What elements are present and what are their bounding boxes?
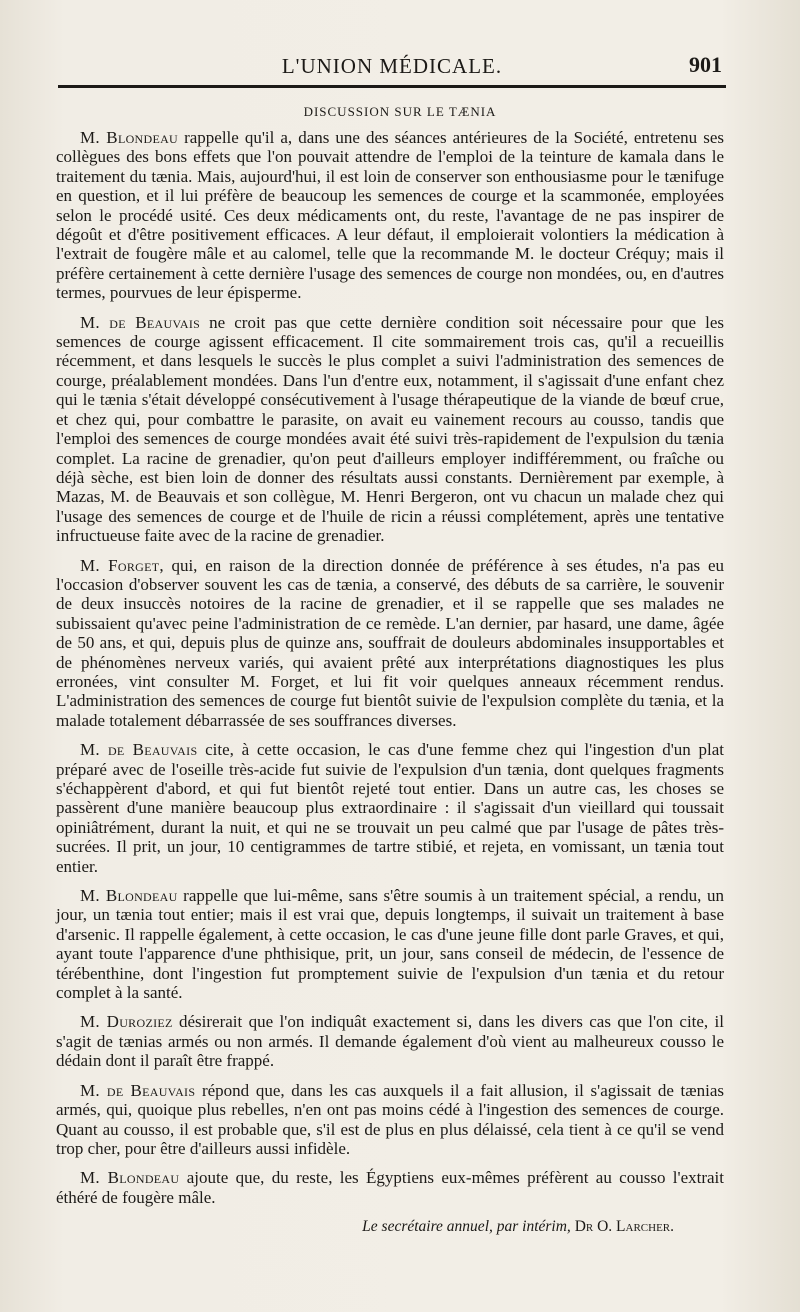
paragraph-text: ne croit pas que cette dernière condition soit nécessaire pour que les semences de courge agissent efficacement. Il cite sommairement trois cas, qu'il a recueillis récemment, et dans lesquels le succès le plus complet a suivi l'administration des semences de courge, préalablement mondées. Dans l'un d'entre eux, notamment, il s'agissait d'une enfant chez qui le tænia s'était développé consécutivement à l'usage thérapeutique de la viande de bœuf crue, et chez qui, pour combattre le parasite, on avait eu vainement recours au cousso, tandis que l'emploi des semences de courge mondées avait été suivi très-rapidement de l'expulsion du tænia complet. La racine de grenadier, qu'on peut d'ailleurs employer indifféremment, ou fraîche ou déjà sèche, est bien loin de donner des résultats aussi constants. Dernièrement par exemple, à Mazas, M. de Beauvais et son collègue, M. Henri Bergeron, ont vu chacun un malade chez qui l'usage des semences de courge et de l'huile de ricin a réussi complétement, après une tentative infructueuse faite avec de la racine de grenadier. [56,312,724,546]
speaker-name: M. de Beauvais [80,740,198,760]
paragraph [56,886,724,1002]
paragraph-text: cite, à cette occasion, le cas d'une femme chez qui l'ingestion d'un plat préparé avec de l'oseille très-acide fut suivie de l'expulsion d'un tænia, dont quelques fragments s'échappèrent d'abord, et qui fut bientôt rejeté tout entier. Dans un autre cas, les choses se passèrent d'une manière beaucoup plus extraordinaire : il s'agissait d'un vieillard qui toussait opiniâtrément, durant la nuit, et qui ne se trouvait un peu calmé que par l'usage de pâtes très-sucrées. Il prit, un jour, 10 centigrammes de tartre stibié, et rejeta, en vomissant, un tænia tout entier. [56,740,724,876]
speaker-name: M. Forget [80,555,160,575]
header-rule [58,85,726,88]
signature-role: Le secrétaire annuel, par intérim, [362,1218,571,1236]
paragraph [56,1081,724,1159]
signature-name: Dr O. Larcher. [574,1218,674,1236]
paragraph [56,313,724,546]
paragraph [56,740,724,876]
paragraph [56,1168,724,1207]
speaker-name: M. de Beauvais [80,1080,196,1100]
paragraph-text: répond que, dans les cas auxquels il a fait allusion, il s'agissait de tænias armés, qui, quoique plus rebelles, n'en ont pas moins cédé à l'ingestion des semences de courge. Quant au cousso, il est probable que, s'il est de plus en plus délaissé, cela tient à ce qu'il se vend trop cher, pour être d'ailleurs aussi infidèle. [56,1080,724,1158]
paragraph [56,128,724,303]
speaker-name: M. Blondeau [80,128,179,147]
signature [56,1217,724,1236]
article-body [56,128,724,1237]
page-header [62,52,722,82]
paragraph-text: rappelle qu'il a, dans une des séances antérieures de la Société, entretenu ses collègues des bons effets que l'on pouvait attendre de l'emploi de la teinture de kamala dans le traitement du tænia. Mais, aujourd'hui, il est loin de conserver son enthousiasme pour le tænifuge en question, et il lui préfère de beaucoup les semences de courge et la scammonée, employées selon le procédé usité. Ces deux médicaments ont, du reste, l'avantage de ne pas inspirer de dégoût et d'être positivement efficaces. A leur défaut, il emploierait volontiers la médication à l'extrait de fougère mâle et au calomel, telle que la recommande M. le docteur Créquy; mais il préfère certainement à cette dernière l'usage des semences de courge non mondées, ou, en d'autres termes, pourvues de leur épisperme. [56,128,724,303]
speaker-name: M. Blondeau [80,886,178,906]
running-title: L'UNION MÉDICALE. [281,54,503,78]
speaker-name: M. Blondeau [80,1168,180,1188]
paragraph-text: rappelle que lui-même, sans s'être soumis à un traitement spécial, a rendu, un jour, un tænia tout entier; mais il est vrai que, depuis longtemps, il suivait un traitement à base d'arsenic. Il rappelle également, à cette occasion, le cas d'une jeune fille dont parle Graves, et qui, ayant toute l'apparence d'une phthisique, prit, un jour, sans conseil de médecin, de l'essence de térébenthine, dont l'ingestion fut promptement suivie de l'expulsion d'un tænia et du retour complet à la santé. [56,886,724,1003]
paragraph-text: , qui, en raison de la direction donnée de préférence à ses études, n'a pas eu l'occasion d'observer souvent les cas de tænia, a conservé, des débuts de sa carrière, le souvenir de deux insuccès notoires de la racine de grenadier, et il se rappelle que ses malades ne subissaient qu'avec peine l'administration de ce remède. L'an dernier, par hasard, une dame, âgée de 50 ans, et qui, depuis plus de quinze ans, souffrait de douleurs abdominales insupportables et de phénomènes nerveux variés, qui avaient prêté aux interprétations diagnostiques les plus erronées, vint consulter M. Forget, et lui fit voir quelques anneaux récemment rendus. L'administration des semences de courge fut bientôt suivie de l'expulsion complète du tænia, et la malade totalement débarrassée de ses souffrances diverses. [56,555,724,730]
paragraph-text: ajoute que, du reste, les Égyptiens eux-mêmes préfèrent au cousso l'extrait éthéré de fougère mâle. [56,1168,725,1207]
page-number: 901 [689,52,722,77]
paragraph [56,1012,724,1070]
section-title: DISCUSSION SUR LE TÆNIA [303,104,497,119]
speaker-name: M. Duroziez [80,1012,173,1032]
paragraph [56,556,724,731]
speaker-name: M. de Beauvais [80,312,201,332]
paragraph-text: désirerait que l'on indiquât exactement si, dans les divers cas que l'on cite, il s'agit de tænias armés ou non armés. Il demande également d'où vient au malheureux cousso le dédain dont il paraît être frappé. [56,1012,724,1071]
